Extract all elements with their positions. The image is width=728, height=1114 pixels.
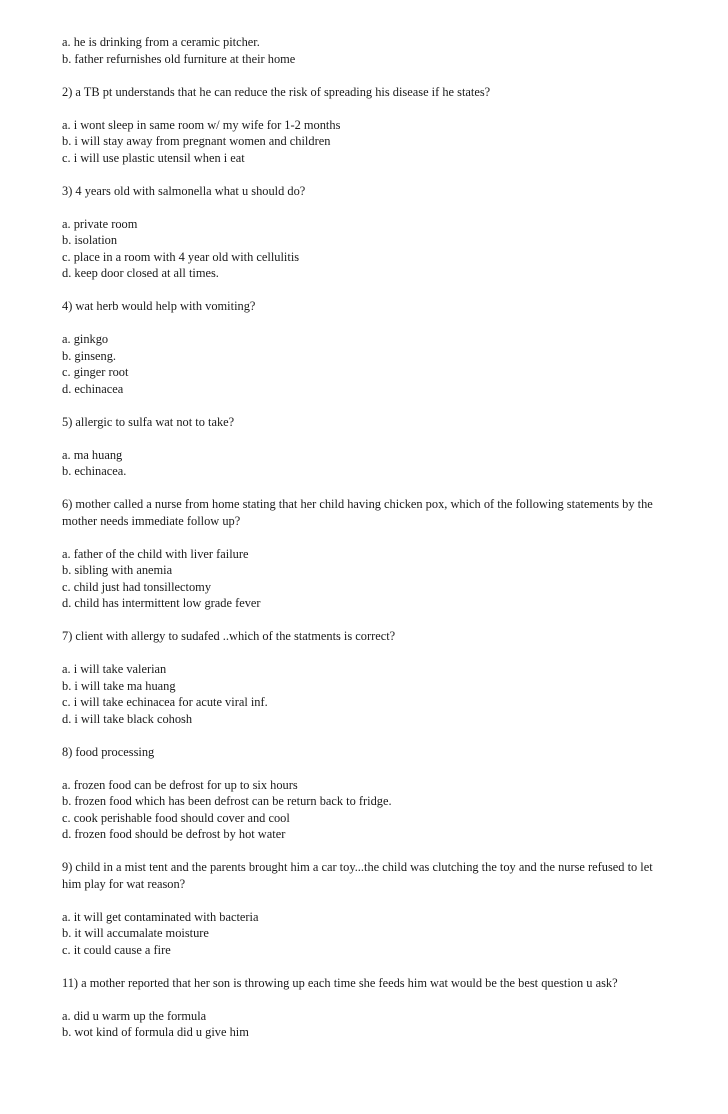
answer-option: a. i wont sleep in same room w/ my wife for 1-2 months (62, 117, 341, 132)
question-text: 11) a mother reported that her son is throwing up each time she feeds him wat would be the best question u ask? (62, 975, 618, 990)
answer-option: d. i will take black cohosh (62, 711, 193, 726)
answer-option: b. ginseng. (62, 348, 117, 363)
answer-option: b. i will stay away from pregnant women and children (62, 134, 331, 148)
answer-option: b. isolation (62, 233, 118, 247)
question-8 (62, 744, 662, 761)
answer-block-q9 (62, 909, 662, 959)
answer-option: b. father refurnishes old furniture at their home (62, 51, 296, 66)
question-text: 3) 4 years old with salmonella what u should do? (62, 183, 306, 198)
answer-option: d. frozen food should be defrost by hot water (62, 827, 286, 841)
answer-block-q4 (62, 331, 662, 397)
answer-option: b. i will take ma huang (62, 678, 176, 693)
answer-option: d. child has intermittent low grade fever (62, 596, 261, 610)
question-text: 4) wat herb would help with vomiting? (62, 299, 256, 313)
answer-option: a. did u warm up the formula (62, 1008, 207, 1023)
answer-option: c. it could cause a fire (62, 942, 171, 957)
answer-option: d. echinacea (62, 381, 124, 396)
answer-option: b. frozen food which has been defrost can be return back to fridge. (62, 794, 392, 808)
answer-block-q1 (62, 34, 662, 67)
answer-option: b. wot kind of formula did u give him (62, 1025, 249, 1039)
question-11 (62, 975, 662, 992)
answer-option: c. i will take echinacea for acute viral inf. (62, 695, 268, 709)
question-text: 6) mother called a nurse from home stating that her child having chicken pox, which of the following statements by the mother needs immediate follow up? (62, 497, 653, 528)
answer-option: b. sibling with anemia (62, 563, 173, 577)
answer-option: a. ma huang (62, 447, 123, 462)
document-page (62, 34, 662, 1057)
answer-block-q6 (62, 546, 662, 612)
answer-option: c. place in a room with 4 year old with cellulitis (62, 249, 300, 264)
answer-option: a. he is drinking from a ceramic pitcher. (62, 35, 260, 49)
answer-option: c. ginger root (62, 365, 129, 379)
question-4 (62, 298, 662, 315)
question-text: 8) food processing (62, 744, 155, 759)
answer-block-q2 (62, 117, 662, 167)
answer-option: a. frozen food can be defrost for up to six hours (62, 777, 298, 792)
question-7 (62, 628, 662, 645)
answer-option: b. it will accumalate moisture (62, 926, 209, 940)
question-text: 5) allergic to sulfa wat not to take? (62, 414, 235, 429)
answer-option: a. private room (62, 216, 138, 231)
answer-block-q11 (62, 1008, 662, 1041)
answer-option: a. i will take valerian (62, 662, 167, 676)
question-2 (62, 84, 662, 101)
question-5 (62, 414, 662, 431)
answer-block-q8 (62, 777, 662, 843)
answer-block-q5 (62, 447, 662, 480)
answer-option: a. it will get contaminated with bacteria (62, 909, 259, 924)
answer-block-q3 (62, 216, 662, 282)
question-text: 2) a TB pt understands that he can reduce the risk of spreading his disease if he states? (62, 84, 491, 99)
question-text: 9) child in a mist tent and the parents brought him a car toy...the child was clutching the toy and the nurse refused to let him play for wat reason? (62, 860, 653, 891)
answer-option: a. father of the child with liver failure (62, 546, 249, 561)
answer-option: b. echinacea. (62, 464, 127, 478)
question-9 (62, 859, 662, 892)
question-text: 7) client with allergy to sudafed ..which of the statments is correct? (62, 629, 396, 643)
question-6 (62, 496, 662, 529)
answer-option: c. child just had tonsillectomy (62, 579, 212, 594)
answer-option: a. ginkgo (62, 332, 109, 346)
answer-option: c. i will use plastic utensil when i eat (62, 150, 245, 165)
answer-option: d. keep door closed at all times. (62, 266, 219, 280)
answer-option: c. cook perishable food should cover and cool (62, 810, 290, 825)
answer-block-q7 (62, 661, 662, 727)
question-3 (62, 183, 662, 200)
